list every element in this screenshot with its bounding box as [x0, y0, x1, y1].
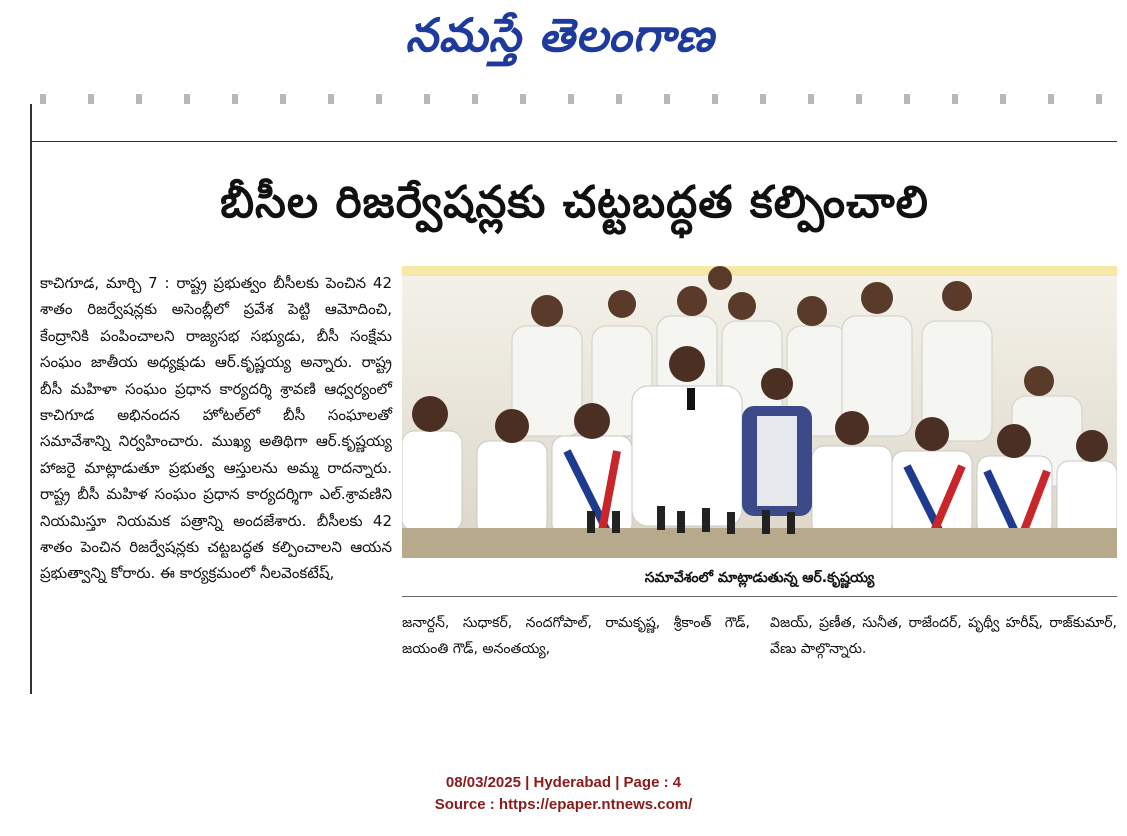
masthead-title: నమస్తే తెలంగాణ	[405, 8, 715, 62]
newspaper-masthead	[330, 6, 790, 76]
article-body-left-column	[40, 270, 392, 587]
clipped-text-strip	[40, 94, 1105, 104]
article-body-right-column	[770, 610, 1117, 662]
article-photo	[402, 266, 1117, 558]
footer-source-link[interactable]: Source : https://epaper.ntnews.com/	[434, 796, 693, 813]
photo-caption: సమావేశంలో మాట్లాడుతున్న ఆర్.కృష్ణయ్య	[644, 570, 875, 586]
article-paragraph: విజయ్, ప్రణీత, సునీత, రాజేందర్, పృథ్వీ హరీష్, రాజ్‌కుమార్, వేణు పాల్గొన్నారు.	[770, 615, 1117, 657]
caption-divider	[402, 596, 1117, 597]
article-body-middle-column	[402, 610, 750, 662]
article-paragraph: జనార్దన్, సుధాకర్, నందగోపాల్, రామకృష్ణ, శ్రీకాంత్ గౌడ్, జయంతి గౌడ్, అనంతయ్య,	[402, 615, 750, 657]
footer-date-edition: 08/03/2025 | Hyderabad | Page : 4	[445, 774, 682, 791]
group-photo-image	[402, 266, 1117, 558]
page-footer	[0, 772, 1127, 816]
article-headline: బీసీల రిజర్వేషన్లకు చట్టబద్ధత కల్పించాలి	[220, 177, 929, 228]
headline-top-rule	[32, 141, 1117, 142]
article-paragraph: కాచిగూడ, మార్చి 7 : రాష్ట్ర ప్రభుత్వం బీసీలకు పెంచిన 42 శాతం రిజర్వేషన్లకు అసెంబ్లీలో ప్రవేశ పెట్టి ఆమోదించి, కేంద్రానికి పంపించాలని రాజ్యసభ సభ్యుడు, బీసీ సంక్షేమ సంఘం జాతీయ అధ్యక్షుడు ఆర్.కృష్ణయ్య అన్నారు. రాష్ట్ర బీసీ మహిళా సంఘం ప్రధాన కార్యదర్శి శ్రావణి ఆధ్వర్యంలో కాచిగూడ అభినందన హోటల్‌లో బీసీ సంఘాలతో సమావేశాన్ని నిర్వహించారు. ముఖ్య అతిథిగా ఆర్.కృష్ణయ్య హాజరై మాట్లాడుతూ ప్రభుత్వ ఆస్తులను అమ్మ రాదన్నారు. రాష్ట్ర బీసీ మహిళ సంఘం ప్రధాన కార్యదర్శిగా ఎల్.శ్రావణిని నియమిస్తూ నియమక పత్రాన్ని అందజేశారు. బీసీలకు 42 శాతం పెంచిన రిజర్వేషన్లకు చట్టబద్ధత కల్పించాలని ఆయన ప్రభుత్వాన్ని కోరారు. ఈ కార్యక్రమంలో నీలవెంకటేష్,	[40, 274, 392, 583]
